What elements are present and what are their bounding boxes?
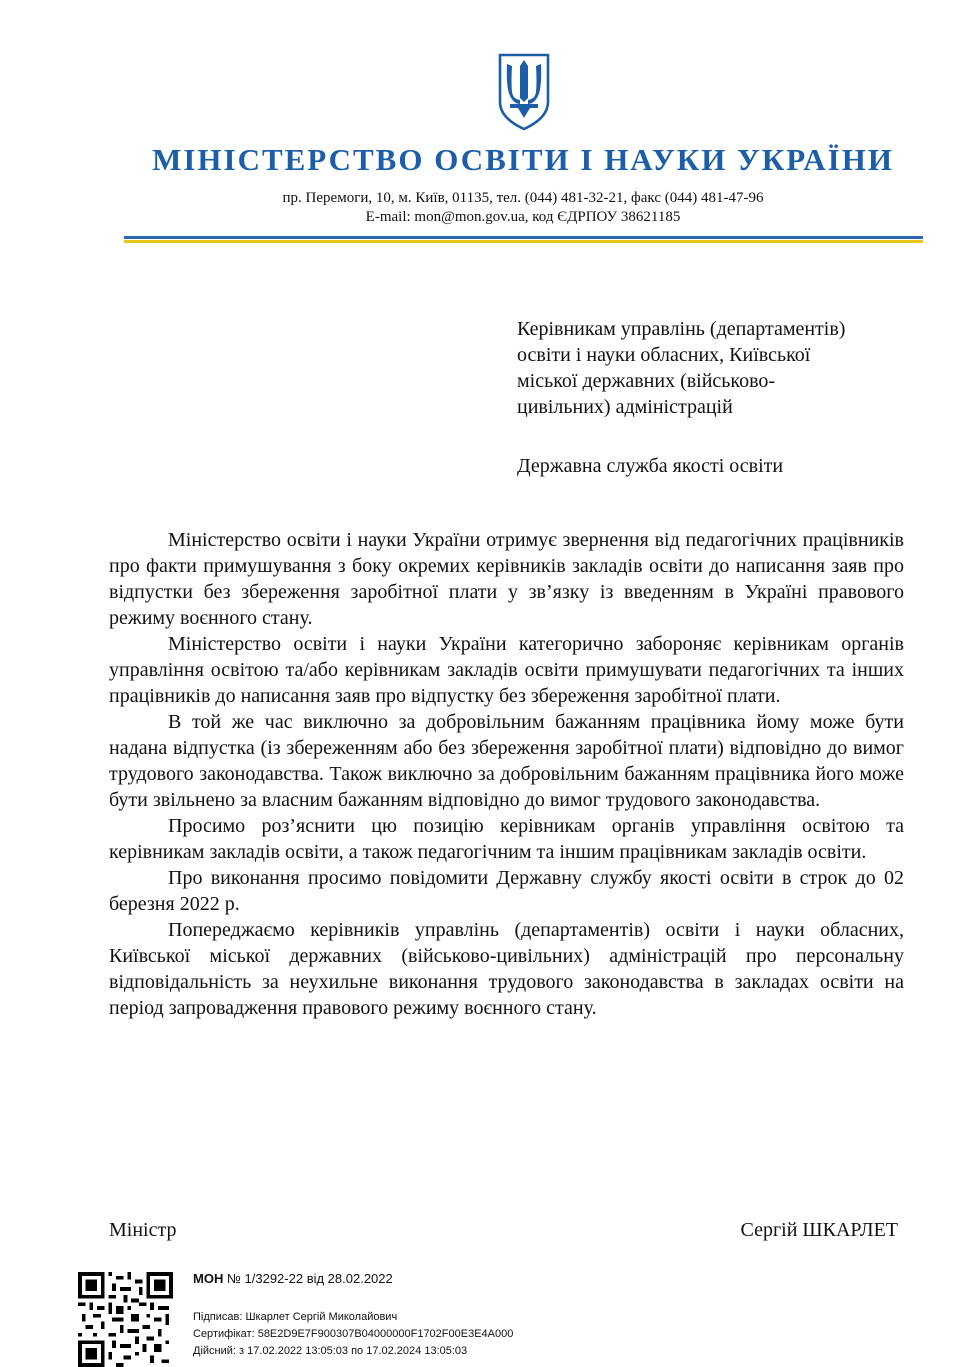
header-stripe-blue (124, 236, 923, 239)
registration-org: МОН (193, 1271, 224, 1286)
recipient-line: цивільних) адміністрацій (517, 396, 733, 418)
registration-number (193, 1271, 393, 1286)
ministry-title: МІНІСТЕРСТВО ОСВІТИ І НАУКИ УКРАЇНИ (152, 142, 894, 177)
qr-code-icon (78, 1272, 173, 1367)
trident-coat-of-arms-icon (496, 52, 552, 132)
ministry-address: пр. Перемоги, 10, м. Київ, 01135, тел. (044) 481-32-21, факс (044) 481-47-96 (282, 190, 764, 206)
body-paragraph: В той же час виключно за добровільним бажанням працівника йому може бути надана відпустка (із збереженням або без збереження заробітної плати) відповідно до вимог трудового законодавства. Також виключно за добровільним бажанням працівника його може бути звільнено за власним бажанням відповідно до вимог трудового законодавства. (109, 711, 904, 811)
recipient-quality-service: Державна служба якості освіти (517, 455, 784, 477)
recipient-line: міської державних (військово- (517, 370, 776, 392)
certificate-validity: Дійсний: з 17.02.2022 13:05:03 по 17.02.2024 13:05:03 (193, 1345, 468, 1357)
body-paragraph: Міністерство освіти і науки України отримує звернення від педагогічних працівників про факти примушування з боку окремих керівників закладів освіти до написання заяв про відпустки без збереження заробітної плати у зв’язку із введенням в Україні правового режиму воєнного стану. (109, 529, 904, 629)
ministry-email-line: E-mail: mon@mon.gov.ua, код ЄДРПОУ 38621185 (365, 209, 681, 225)
header-stripe-yellow (124, 240, 923, 243)
recipients-block (517, 316, 845, 479)
body-paragraph: Міністерство освіти і науки України категорично забороняє керівникам органів управління освітою та/або керівникам закладів освіти примушувати педагогічних та інших працівників до написання заяв про відпустку без збереження заробітної плати. (109, 633, 904, 707)
body-paragraph: Попереджаємо керівників управлінь (департаментів) освіти і науки обласних, Київської міської державних (військово-цивільних) адміністрацій про персональну відповідальність за неухильне виконання трудового законодавства в закладах освіти на період запровадження правового режиму воєнного стану. (109, 919, 904, 1019)
letter-body (109, 527, 904, 1021)
registration-number-value: № 1/3292-22 від 28.02.2022 (226, 1271, 393, 1286)
body-paragraph: Просимо роз’яснити цю позицію керівникам органів управління освітою та керівникам закладів освіти, а також педагогічним та іншим працівникам закладів освіти. (109, 815, 904, 863)
certificate-number: Сертифікат: 58E2D9E7F900307B04000000F1702F00E3E4A000 (193, 1328, 514, 1340)
signatory-title: Міністр (109, 1219, 177, 1241)
signatory-name: Сергій ШКАРЛЕТ (740, 1219, 898, 1241)
signed-by: Підписав: Шкарлет Сергій Миколайович (193, 1311, 398, 1323)
body-paragraph: Про виконання просимо повідомити Державну службу якості освіти в строк до 02 березня 2022 р. (109, 867, 904, 915)
recipient-line: освіти і науки обласних, Київської (517, 344, 811, 366)
recipient-line: Керівникам управлінь (департаментів) (517, 318, 846, 340)
